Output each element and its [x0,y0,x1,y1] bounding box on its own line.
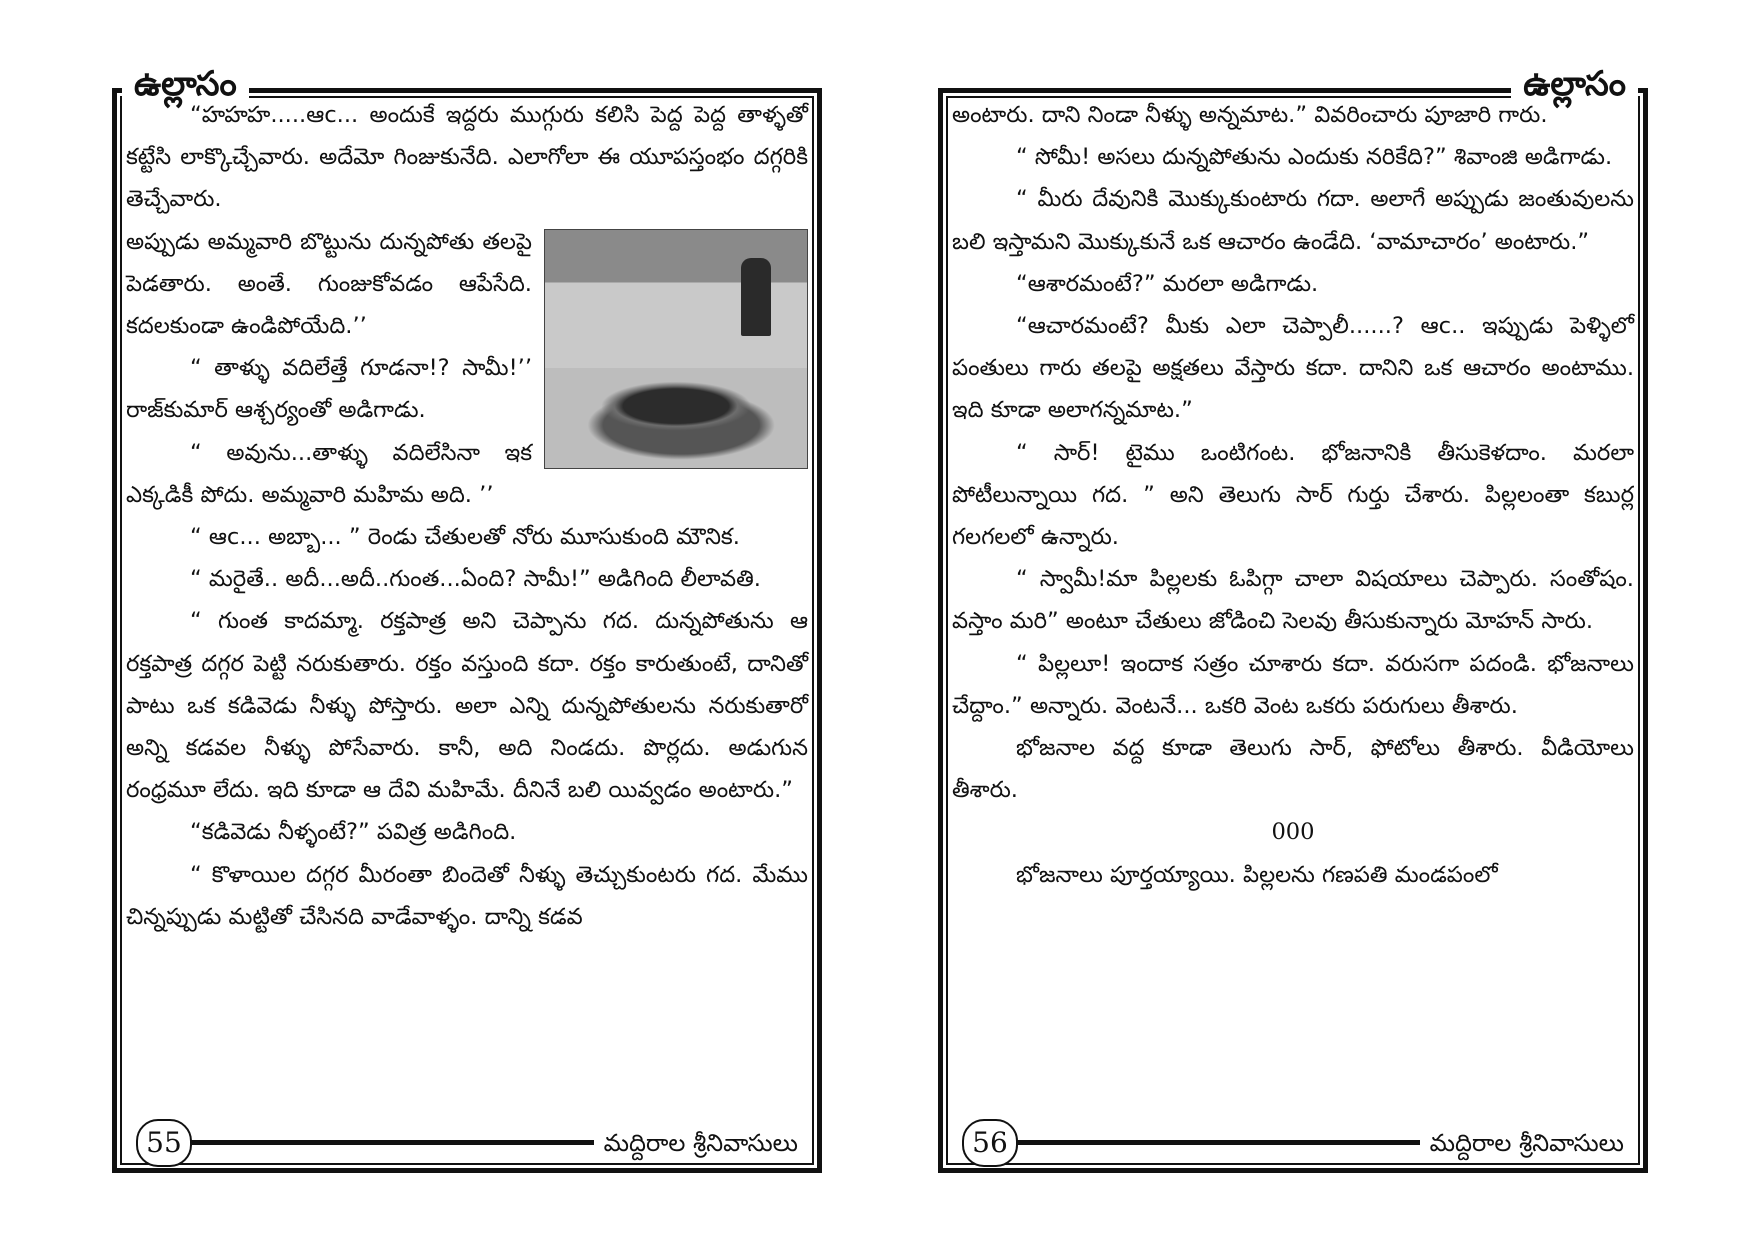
paragraph: భోజనాల వద్ద కూడా తెలుగు సార్, ఫోటోలు తీశారు. వీడియోలు తీశారు. [952,735,1634,804]
paragraph: “ ఆc... అబ్బా... ” రెండు చేతులతో నోరు మూసుకుంది మౌనిక. [190,524,740,551]
paragraph: “ తాళ్ళు వదిలేత్తే గూడనా!? సామీ!’’ రాజ్‌కుమార్ ఆశ్చర్యంతో అడిగాడు. [126,355,532,424]
paragraph: “ సార్! టైము ఒంటిగంట. భోజనానికి తీసుకెళదాం. మరలా పోటీలున్నాయి గద. ” అని తెలుగు సార్ గుర్తు చేశారు. పిల్లలంతా కబుర్ల గలగలలో ఉన్నారు. [952,439,1634,551]
paragraph: “హహహ.....ఆc... అందుకే ఇద్దరు ముగ్గురు కలిసి పెద్ద పెద్ద తాళ్ళతో కట్టేసి లాక్కొచ్చేవారు. అదేమో గింజుకునేది. ఎలాగోలా ఈ యూపస్తంభం దగ్గరికి తెచ్చేవారు. [126,102,808,213]
book-title-header: ఉల్లాసం [122,62,249,106]
paragraph: “ సోమీ! అసలు దున్నపోతును ఎందుకు నరికేది?” శివాంజి అడిగాడు. [1016,144,1613,171]
paragraph: “ఆశారమంటే?” మరలా అడిగాడు. [1016,270,1319,297]
right-page [938,64,1648,1173]
paragraph: “ అవును...తాళ్ళు వదిలేసినా ఇక ఎక్కడికీ పోదు. అమ్మవారి మహిమ అది. ’’ [126,439,532,508]
paragraph: అప్పుడు అమ్మవారి బొట్టును దున్నపోతు తలపై పెడతారు. అంతే. గుంజుకోవడం ఆపేసేది. కదలకుండా ఉండిపోయేది.’’ [126,228,532,340]
right-page-text [952,94,1634,1113]
author-name: మద్దిరాల శ్రీనివాసులు [594,1123,804,1163]
photo-stone [741,258,771,336]
paragraph: “ కొళాయిల దగ్గర మీరంతా బిందెతో నీళ్ళు తెచ్చుకుంటరు గద. మేము చిన్నప్పుడు మట్టితో చేసినది వాడేవాళ్ళం. దాన్ని కడవ [126,861,808,930]
paragraph: “కడివెడు నీళ్ళంటే?” పవిత్ర అడిగింది. [190,819,517,846]
book-title-header: ఉల్లాసం [1511,62,1638,106]
paragraph: “ స్వామీ!మా పిల్లలకు ఓపిగ్గా చాలా విషయాలు చెప్పారు. సంతోషం. వస్తాం మరి” అంటూ చేతులు జోడించి సెలవు తీసుకున్నారు మోహన్ సారు. [952,566,1634,635]
author-name: మద్దిరాల శ్రీనివాసులు [1420,1123,1630,1163]
temple-photo [544,229,808,469]
paragraph: భోజనాలు పూర్తయ్యాయి. పిల్లలను గణపతి మండపంలో [1016,861,1498,888]
paragraph: అంటారు. దాని నిండా నీళ్ళు అన్నమాట.” వివరించారు పూజారి గారు. [952,102,1548,128]
section-separator: 000 [1271,819,1315,846]
paragraph: “ మరైతే.. అదీ...అదీ..గుంత...ఏంది? సామీ!” అడిగింది లీలావతి. [190,566,761,593]
page-number: 55 [136,1119,192,1167]
page-number: 56 [962,1119,1018,1167]
left-page [112,64,822,1173]
left-page-text [126,94,808,1113]
paragraph: “ పిల్లలూ! ఇందాక సత్రం చూశారు కదా. వరుసగా పదండి. భోజనాలు చేద్దాం.” అన్నారు. వెంటనే... ఒకరి వెంట ఒకరు పరుగులు తీశారు. [952,650,1634,719]
paragraph: “ఆచారమంటే? మీకు ఎలా చెప్పాలీ......? ఆc.. ఇప్పుడు పెళ్ళిలో పంతులు గారు తలపై అక్షతలు వేస్తారు కదా. దానిని ఒక ఆచారం అంటాము. ఇది కూడా అలాగన్నమాట.” [952,313,1634,424]
paragraph: “ గుంత కాదమ్మా. రక్తపాత్ర అని చెప్పాను గద. దున్నపోతును ఆ రక్తపాత్ర దగ్గర పెట్టి నరుకుతారు. రక్తం వస్తుంది కదా. రక్తం కారుతుంటే, దానితో పాటు ఒక కడివెడు నీళ్ళు పోస్తారు. అలా ఎన్ని దున్నపోతులను నరుకుతారో అన్ని కడవల నీళ్ళు పోసేవారు. కానీ, అది నిండదు. పొర్లదు. అడుగున రంధ్రమూ లేదు. ఇది కూడా ఆ దేవి మహిమే. దీనినే బలి యివ్వడం అంటారు.” [126,608,808,804]
paragraph: “ మీరు దేవునికి మొక్కుకుంటారు గదా. అలాగే అప్పుడు జంతువులను బలి ఇస్తామని మొక్కుకునే ఒక ఆచారం ఉండేది. ‘వామాచారం’ అంటారు.” [952,186,1634,255]
